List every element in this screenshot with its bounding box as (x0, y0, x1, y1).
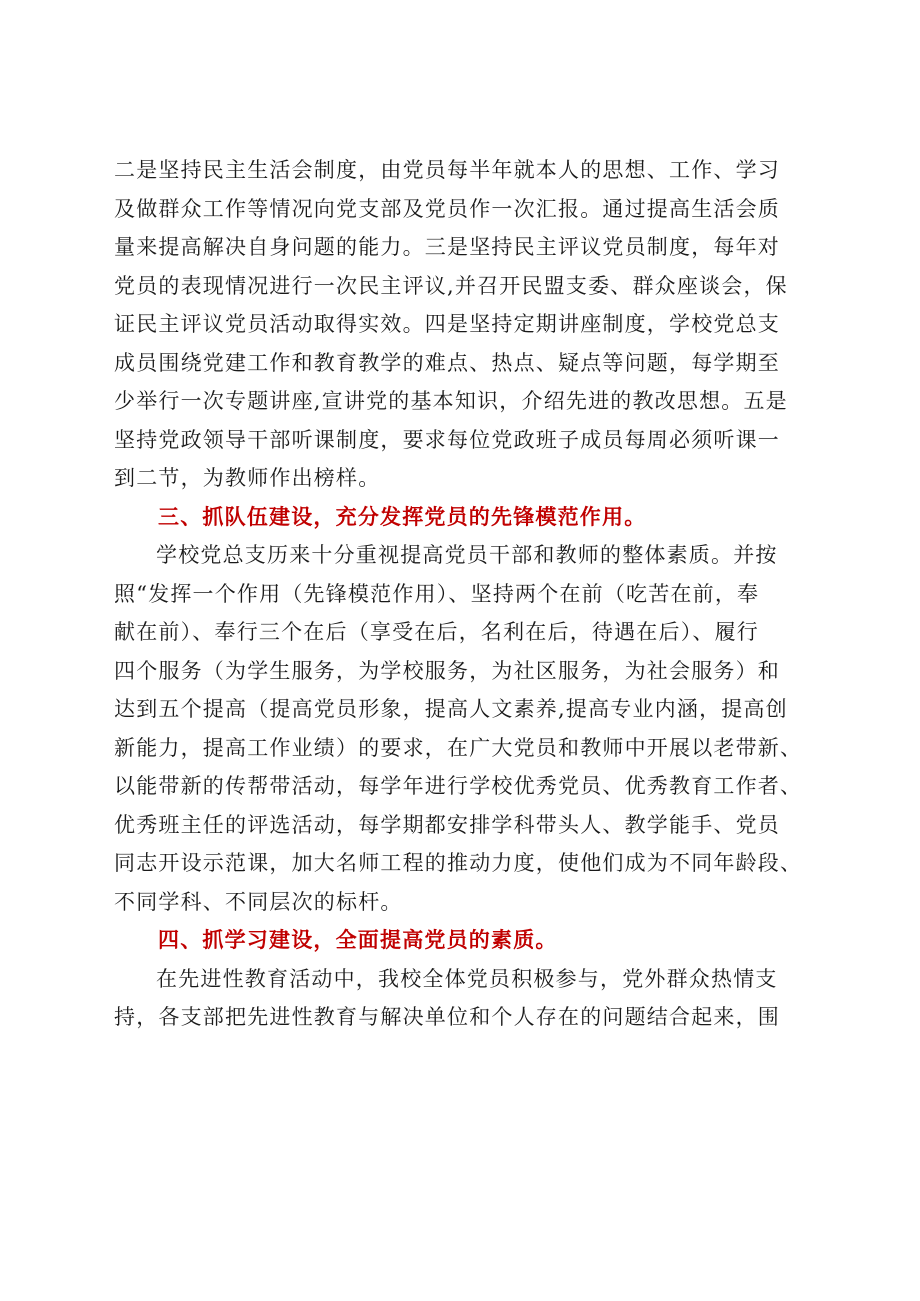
section-heading-4: 四、抓学习建设，全面提高党员的素质。 (158, 928, 558, 952)
text-line: 以能带新的传帮带活动，每学年进行学校优秀党员、优秀教育工作者、 (114, 774, 803, 798)
text-line: 学校党总支历来十分重视提高党员干部和教师的整体素质。并按 (156, 543, 778, 567)
text-line: 新能力，提高工作业绩）的要求，在广大党员和教师中开展以老带新、 (114, 735, 803, 760)
text-line: 持，各支部把先进性教育与解决单位和个人存在的问题结合起来，围 (114, 1005, 780, 1029)
text-line: 成员围绕党建工作和教育教学的难点、热点、疑点等问题，每学期至 (114, 350, 780, 375)
text-line: 及做群众工作等情况向党支部及党员作一次汇报。通过提高生活会质 (114, 196, 780, 221)
text-line: 不同学科、不同层次的标杆。 (114, 889, 403, 914)
text-line: 照“发挥一个作用（先锋模范作用）、坚持两个在前（吃苦在前，奉 (114, 581, 760, 606)
text-line: 献在前）、奉行三个在后（享受在后，名利在后，待遇在后）、履行 (114, 620, 759, 644)
section-heading-3: 三、抓队伍建设，充分发挥党员的先锋模范作用。 (158, 504, 647, 529)
text-line: 四个服务（为学生服务，为学校服务，为社区服务，为社会服务）和 (114, 658, 780, 683)
text-line: 二是坚持民主生活会制度，由党员每半年就本人的思想、工作、学习 (114, 158, 780, 182)
body-paragraph-3 (114, 536, 814, 921)
text-line: 党员的表现情况进行一次民主评议,并召开民盟支委、群众座谈会，保 (114, 273, 788, 298)
text-line: 在先进性教育活动中，我校全体党员积极参与，党外群众热情支 (156, 966, 778, 991)
text-line: 到二节，为教师作出榜样。 (114, 466, 381, 490)
text-line: 少举行一次专题讲座,宣讲党的基本知识，介绍先进的教改思想。五是 (114, 389, 788, 413)
text-line: 坚持党政领导干部听课制度，要求每位党政班子成员每周必须听课一 (114, 427, 780, 452)
text-line: 优秀班主任的评选活动，每学期都安排学科带头人、教学能手、党员 (114, 812, 780, 837)
text-line: 量来提高解决自身问题的能力。三是坚持民主评议党员制度，每年对 (114, 235, 780, 259)
body-paragraph-continuation (114, 151, 814, 498)
text-line: 证民主评议党员活动取得实效。四是坚持定期讲座制度，学校党总支 (114, 312, 780, 336)
text-line: 达到五个提高（提高党员形象，提高人文素养,提高专业内涵，提高创 (114, 697, 788, 721)
text-line: 同志开设示范课，加大名师工程的推动力度，使他们成为不同年龄段、 (114, 851, 803, 875)
body-paragraph-4 (114, 960, 814, 1037)
